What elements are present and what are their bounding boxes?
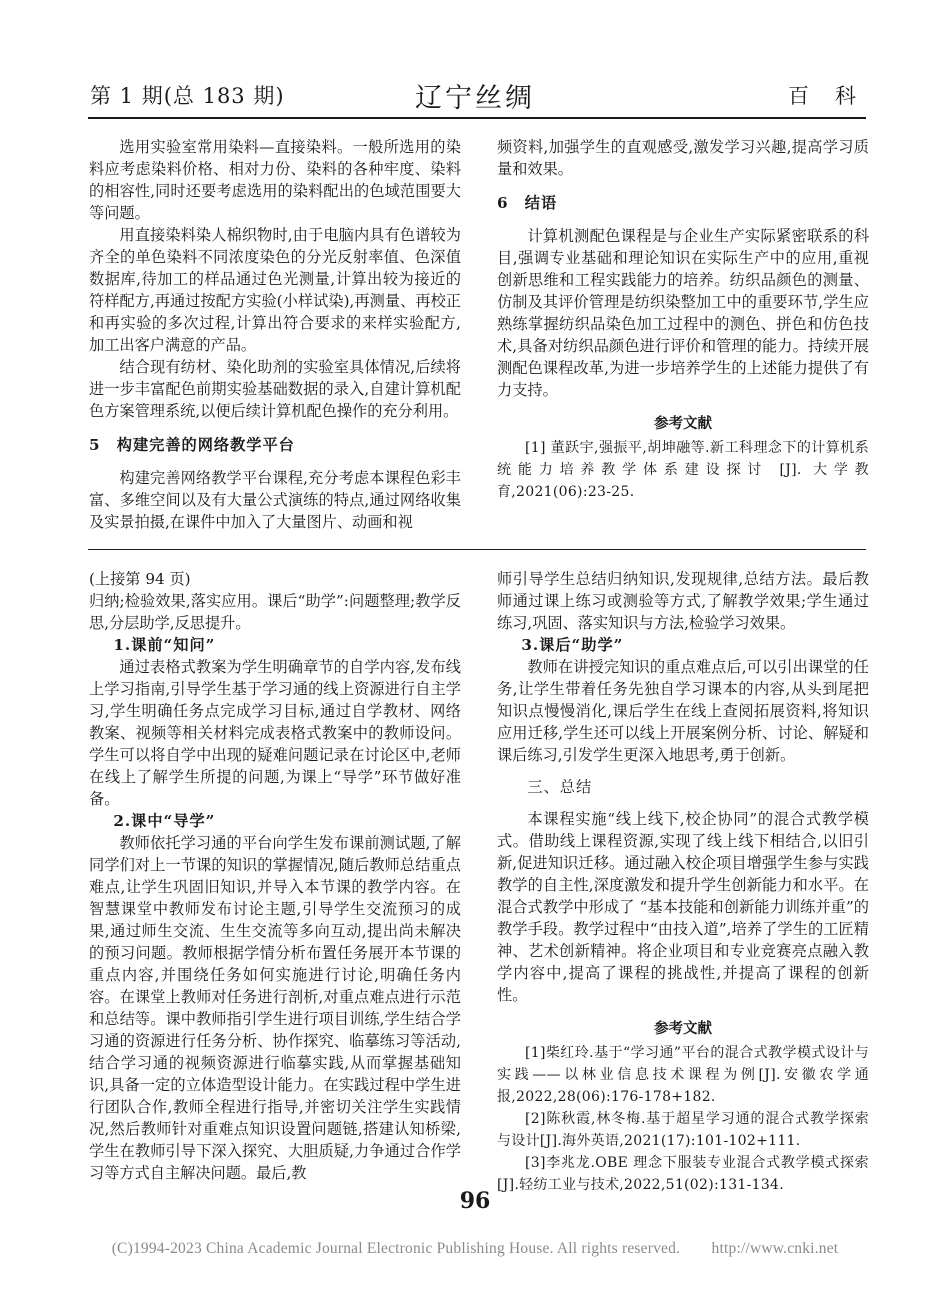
top-right-column bbox=[497, 136, 869, 503]
paragraph: 教师依托学习通的平台向学生发布课前测试题,了解同学们对上一节课的知识的掌握情况,随后教师总结重点难点,让学生巩固旧知识,并导入本节课的教学内容。在智慧课堂中教师发布讨论主题,引导学生交流预习的成果,通过师生交流、生生交流等多向互动,提出尚未解决的预习问题。教师根据学情分析布置任务展开本节课的重点内容,并围绕任务如何实施进行讨论,明确任务内容。在课堂上教师对任务进行剖析,对重点难点进行示范和总结等。课中教师指引学生进行项目训练,学生结合学习通的资源进行任务分析、协作探究、临摹练习等活动, 结合学习通的视频资源进行临摹实践,从而掌握基础知识,具备一定的立体造型设计能力。在实践过程中学生进行团队合作,教师全程进行指导,并密切关注学生实践情况,然后教师针对重难点知识设置问题链,搭建认知桥梁,学生在教师引导下深入探究、大胆质疑,力争通过合作学习等方式自主解决问题。最后,教 bbox=[89, 834, 461, 1182]
section-heading-5: 5 构建完善的网络教学平台 bbox=[89, 436, 295, 454]
section-label: 百科 bbox=[788, 84, 882, 108]
reference-item: [1]柴红玲.基于“学习通”平台的混合式教学模式设计与实践——以林业信息技术课程为例[J].安徽农学通报,2022,28(06):176-178+182. bbox=[497, 1045, 869, 1105]
subheading-3: 3.课后“助学” bbox=[521, 636, 624, 654]
paragraph-continuation: 师引导学生总结归纳知识,发现规律,总结方法。最后教师通过课上练习或测验等方式,了解教学效果;学生通过练习,巩固、落实知识与方法,检验学习效果。 bbox=[497, 570, 869, 632]
header-rule bbox=[88, 117, 866, 119]
article-divider bbox=[88, 549, 866, 550]
continued-from-note: (上接第 94 页) bbox=[89, 570, 191, 588]
issue-info: 第 1 期(总 183 期) bbox=[90, 84, 285, 108]
reference-item: [1] 董跃宇,强振平,胡坤融等.新工科理念下的计算机系统能力培养教学体系建设探讨 [J]. 大学教育,2021(06):23-25. bbox=[497, 440, 869, 500]
subheading-2: 2.课中“导学” bbox=[113, 812, 216, 830]
reference-item: [3]李兆龙.OBE 理念下服装专业混合式教学模式探索[J].轻纺工业与技术,2022,51(02):131-134. bbox=[497, 1155, 869, 1193]
bottom-left-column bbox=[89, 568, 461, 1184]
paragraph: 计算机测配色课程是与企业生产实际紧密联系的科目,强调专业基础和理论知识在实际生产中的应用,重视创新思维和工程实践能力的培养。纺织品颜色的测量、仿制及其评价管理是纺织染整加工中的重要环节,学生应熟练掌握纺织品染色加工过程中的测色、拼色和仿色技术,具备对纺织品颜色进行评价和管理的能力。持续开展测配色课程改革,为进一步培养学生的上述能力提供了有力支持。 bbox=[497, 227, 869, 399]
journal-title: 辽宁丝绸 bbox=[415, 83, 535, 114]
paragraph: 本课程实施“线上线下,校企协同”的混合式教学模式。借助线上课程资源,实现了线上线下相结合,以旧引新,促进知识迁移。通过融入校企项目增强学生参与实践教学的自主性,深度激发和提升学生创新能力和水平。在混合式教学中形成了 “基本技能和创新能力训练并重”的教学手段。教学过程中“由技入道”,培养了学生的工匠精神、艺术创新精神。将企业项目和专业竞赛亮点融入教学内容中,提高了课程的挑战性,并提高了课程的创新性。 bbox=[497, 810, 869, 1004]
paragraph-continuation: 频资料,加强学生的直观感受,激发学习兴趣,提高学习质量和效果。 bbox=[497, 138, 869, 178]
paragraph: 构建完善网络教学平台课程,充分考虑本课程色彩丰富、多维空间以及有大量公式演练的特点,通过网络收集及实景拍摄,在课件中加入了大量图片、动画和视 bbox=[89, 469, 461, 531]
references-heading: 参考文献 bbox=[654, 415, 712, 432]
paragraph: 选用实验室常用染料—直接染料。一般所选用的染料应考虑染料价格、相对力份、染料的各种牢度、染料的相容性,同时还要考虑选用的染料配出的色域范围要大等问题。 bbox=[89, 138, 461, 222]
references-heading: 参考文献 bbox=[654, 1020, 712, 1037]
paragraph: 通过表格式教案为学生明确章节的自学内容,发布线上学习指南,引导学生基于学习通的线上资源进行自主学习,学生明确任务点完成学习目标,通过自学教材、网络教案、视频等相关材料完成表格式教案中的教师设问。学生可以将自学中出现的疑难问题记录在讨论区中,老师在线上了解学生所提的问题,为课上“导学”环节做好准备。 bbox=[89, 658, 461, 808]
bottom-right-column bbox=[497, 568, 869, 1196]
subheading-1: 1.课前“知问” bbox=[113, 636, 216, 654]
section-heading-summary: 三、总结 bbox=[527, 778, 593, 796]
section-heading-6: 6 结语 bbox=[497, 194, 558, 212]
reference-item: [2]陈秋霞,林冬梅.基于超星学习通的混合式教学探索与设计[J].海外英语,2021(17):101-102+111. bbox=[497, 1111, 869, 1149]
page-number: 96 bbox=[459, 1188, 491, 1214]
copyright-watermark: (C)1994-2023 China Academic Journal Electronic Publishing House. All rights reserved. http://www.cnki.net bbox=[111, 1240, 839, 1257]
paragraph: 教师在讲授完知识的重点难点后,可以引出课堂的任务,让学生带着任务先独自学习课本的内容,从头到尾把知识点慢慢消化,课后学生在线上查阅拓展资料,将知识应用迁移,学生还可以线上开展案例分析、讨论、解疑和课后练习,引发学生更深入地思考,勇于创新。 bbox=[497, 658, 869, 764]
paragraph: 归纳;检验效果,落实应用。课后“助学”:问题整理;教学反思,分层助学,反思提升。 bbox=[89, 592, 461, 632]
paragraph: 结合现有纺材、染化助剂的实验室具体情况,后续将进一步丰富配色前期实验基础数据的录入,自建计算机配色方案管理系统,以便后续计算机配色操作的充分利用。 bbox=[89, 358, 461, 420]
paragraph: 用直接染料染人棉织物时,由于电脑内具有色谱较为齐全的单色染料不同浓度染色的分光反射率值、色深值数据库,待加工的样品通过色光测量,计算出较为接近的符样配方,再通过按配方实验(小样试染),再测量、再校正和再实验的多次过程,计算出符合要求的来样实验配方,加工出客户满意的产品。 bbox=[89, 226, 461, 354]
top-left-column bbox=[89, 136, 461, 533]
